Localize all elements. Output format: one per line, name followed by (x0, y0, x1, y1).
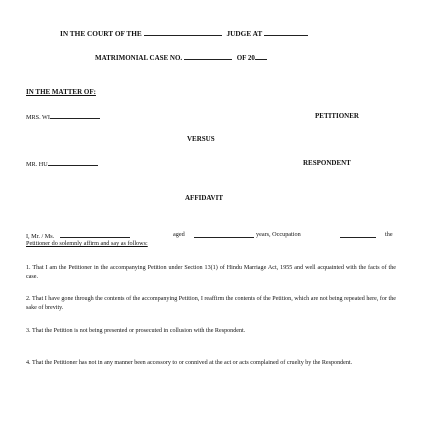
affidavit-title: AFFIDAVIT (185, 194, 223, 202)
respondent-name-row (26, 158, 98, 170)
court-line (60, 28, 308, 39)
petitioner-name-row (26, 111, 100, 123)
paragraph-3-text: 3. That the Petition is not being presented or prosecuted in collusion with the Respondent. (26, 328, 246, 334)
case-number-blank[interactable] (184, 52, 232, 60)
petitioner-name-blank[interactable] (50, 111, 100, 119)
case-line (95, 52, 267, 63)
paragraph-4 (26, 359, 396, 368)
intro-the: the (385, 231, 393, 238)
case-prefix: MATRIMONIAL CASE NO. (95, 54, 183, 62)
paragraph-4-text: 4. That the Petitioner has not in any manner been accessory to or connived at the act or acts complained of cruelty by the Respondent. (26, 360, 353, 366)
age-blank[interactable] (194, 230, 254, 238)
respondent-role: RESPONDENT (303, 159, 351, 167)
petitioner-role: PETITIONER (315, 112, 359, 120)
respondent-name-blank[interactable] (48, 158, 98, 166)
paragraph-1 (26, 264, 396, 281)
judge-blank[interactable] (264, 28, 308, 36)
intro-name-label: I, Mr. / Ms. (26, 233, 55, 240)
versus-label: VERSUS (187, 135, 215, 143)
paragraph-1-text: 1. That I am the Petitioner in the accompanying Petition under Section 13(1) of Hindu Marriage Act, 1955 and well acquainted with the facts of the case. (26, 265, 396, 280)
judge-label: JUDGE AT (226, 29, 263, 38)
case-of-year: OF 20 (236, 54, 255, 62)
respondent-name: MR. HU (26, 161, 48, 168)
matter-heading: IN THE MATTER OF: (26, 88, 96, 96)
occupation-blank[interactable] (340, 230, 376, 238)
case-year-blank[interactable] (255, 52, 267, 60)
court-prefix: IN THE COURT OF THE (60, 29, 142, 38)
intro-line-2: Petitioner do solemnly affirm and say as follows: (26, 240, 148, 247)
intro-years-occupation: years, Occupation (256, 231, 301, 238)
intro-aged: aged (173, 231, 185, 238)
paragraph-2 (26, 295, 396, 312)
deponent-name-blank[interactable] (60, 230, 130, 238)
court-blank[interactable] (144, 28, 222, 36)
paragraph-3 (26, 327, 396, 336)
paragraph-2-text: 2. That I have gone through the contents of the accompanying Petition, I reaffirm the contents of the Petition, which are not being repeated here, for the sake of brevity. (26, 296, 396, 311)
petitioner-name: MRS. WI (26, 114, 50, 121)
